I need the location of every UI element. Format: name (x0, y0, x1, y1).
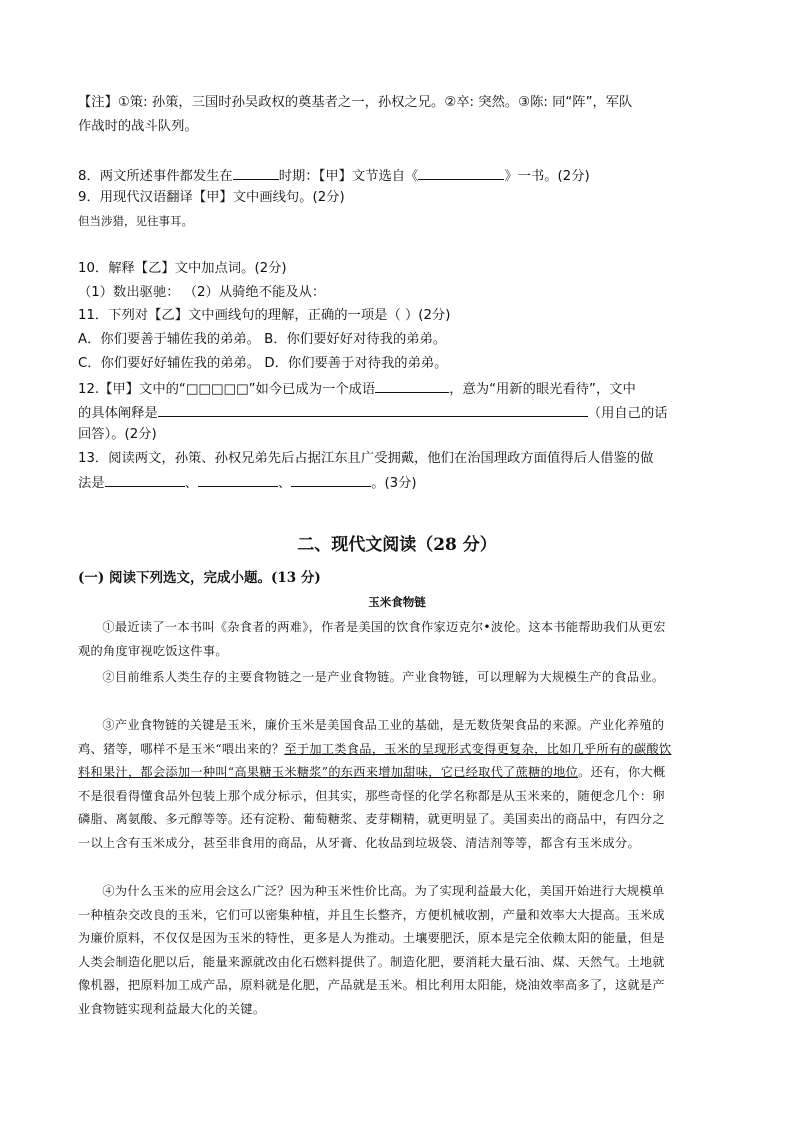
paragraph-1: ①最近读了一本书叫《杂食者的两难》，作者是美国的饮食作家迈克尔•波伦。这本书能帮助我们从更宏观的角度审视吃饭这件事。 (78, 620, 666, 658)
question-12-line-1 (78, 379, 636, 399)
paragraph-4: ④为什么玉米的应用会这么广泛？因为种玉米性价比高。为了实现利益最大化，美国开始进行大规模单一种植杂交改良的玉米，它们可以密集种植，并且生长整齐，方便机械收割，产量和效率大大提高。玉米成为廉价原料，不仅仅是因为玉米的特性，更多是人为推动。土壤要肥沃，原本是完全依赖太阳的能量，但是人类会制造化肥以后，能量来源就改由化石燃料提供了。制造化肥，要消耗大量石油、煤、天然气。土地就像机器，把原料加工成产品，原料就是化肥，产品就是玉米。相比利用太阳能，烧油效率高多了，这就是产业食物链实现利益最大化的关键。 (78, 884, 665, 1016)
question-11: 11．下列对【乙】文中画线句的理解，正确的一项是（ ）(2分) (78, 308, 451, 323)
question-10-items: （1）数出驱驰： （2）从骑绝不能及从： (78, 285, 326, 300)
sub-heading: (一) 阅读下列选文，完成小题。(13 分) (78, 570, 321, 586)
q8-part-a: 8．两文所述事件都发生在 (78, 169, 233, 184)
question-13-line-1: 13．阅读两文，孙策、孙权兄弟先后占据江东且广受拥戴，他们在治国理政方面值得后人借鉴的做 (78, 451, 654, 466)
answer-blank[interactable] (198, 473, 278, 487)
note-line-2: 作战时的战斗队列。 (78, 119, 198, 134)
q12-part-d: （用自己的话 (587, 406, 668, 421)
answer-blank[interactable] (105, 473, 185, 487)
article-title: 玉米食物链 (368, 595, 426, 609)
q12-part-a: 12.【甲】文中的“□□□□□”如今已成为一个成语 (78, 382, 376, 397)
underlined-sentence: 至于加工类食品，玉米的呈现形式变得更复杂，比如几乎所有的碳酸饮料和果汁，都会添加一种叫“高果糖玉米糖浆”的东西来增加甜味，它已经取代了蔗糖的地位 (78, 741, 672, 779)
question-10: 10．解释【乙】文中加点词。(2分) (78, 261, 287, 276)
q8-part-c: 》一书。(2分) (504, 169, 590, 184)
paragraph-2: ②目前维系人类生存的主要食物链之一是产业食物链。产业食物链，可以理解为大规模生产的食品业。 (102, 670, 665, 684)
answer-blank[interactable] (291, 473, 371, 487)
question-9: 9．用现代汉语翻译【甲】文中画线句。(2分) (78, 190, 345, 205)
section-title: 二、现代文阅读（28 分） (297, 535, 497, 555)
question-8 (78, 166, 590, 186)
q13-part-b: 法是 (78, 476, 105, 491)
q8-part-b: 时期：【甲】文节选自《 (278, 169, 419, 184)
answer-blank[interactable] (418, 166, 504, 180)
note-line-1: 【注】①策: 孙策，三国时孙吴政权的奠基者之一，孙权之兄。②卒: 突然。③陈: 同“阵”，军队 (78, 95, 633, 110)
question-11-options-ab: A．你们要善于辅佐我的弟弟。 B．你们要好好对待我的弟弟。 (78, 332, 447, 347)
q13-end: 。(3分) (371, 476, 417, 491)
answer-blank[interactable] (233, 166, 279, 180)
q13-separator: 、 (184, 476, 198, 491)
question-13-line-2 (78, 473, 417, 493)
question-12-line-3: 回答）。(2分) (78, 427, 157, 442)
paragraph-3-end: 。还有，你大概不是很看得懂食品外包装上那个成分标示，但其实，那些奇怪的化学名称都是从玉米来的，随便念几个：卵磷脂、离氨酸、多元醇等等。还有淀粉、葡萄糖浆、麦芽糊精，就更明显了。美国卖出的商品中，有四分之一以上含有玉米成分，甚至非食用的商品，从牙膏、化妆品到垃圾袋、清洁剂等等，都含有玉米成分。 (78, 765, 666, 850)
question-12-line-2 (78, 403, 668, 423)
paragraph-3 (78, 714, 674, 855)
answer-blank[interactable] (375, 379, 449, 393)
q12-part-c: 的具体阐释是 (78, 406, 158, 421)
question-9-sentence: 但当涉猎，见往事耳。 (78, 214, 193, 228)
q12-part-b: ，意为“用新的眼光看待”，文中 (449, 382, 636, 397)
question-11-options-cd: C．你们要好好辅佐我的弟弟。 D．你们要善于对待我的弟弟。 (78, 356, 448, 371)
paragraph-3-start: ③产业食物链的关键是玉米，廉价玉米是美国食品工业的基础，是无数货架食品的来源。产业化养殖的鸡、猪等，哪样不是玉米“喂出来的？ (78, 718, 665, 756)
q13-separator: 、 (277, 476, 292, 491)
answer-blank[interactable] (158, 403, 588, 417)
